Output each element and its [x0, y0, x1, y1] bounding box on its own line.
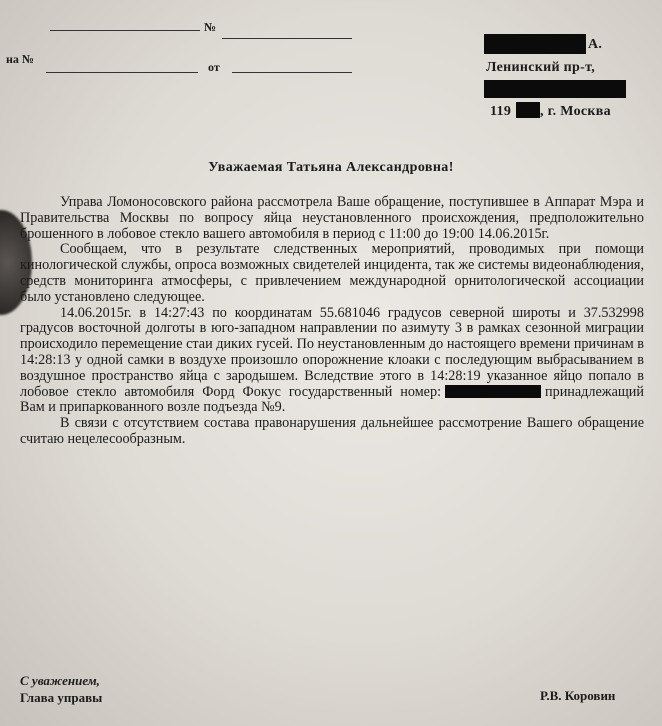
paragraph-investigation: Сообщаем, что в результате следственных мероприятий, проводимых при помощи кинологической службы, опроса возможных свидетелей инцидента, так же системы видеонаблюдения, средств мониторинга атмосферы, с привлечением международной орнитологической ассоциации было установлено следующее.	[20, 241, 644, 305]
ref-number-line	[46, 72, 198, 73]
address-line3-prefix: 119	[490, 104, 512, 119]
address-line2: Ленинский пр-т,	[486, 60, 596, 75]
paragraph-intro: Управа Ломоносовского района рассмотрела Ваше обращение, поступившее в Аппарат Мэра и Правительства Москвы по вопросу яйца неустановленного происхождения, предположительно брошенного в лобовое стекло вашего автомобиля в период с 11:00 до 19:00 14.06.2015г.	[20, 194, 644, 242]
paragraph-conclusion: В связи с отсутствием состава правонарушения дальнейшее рассмотрение Вашего обращение считаю нецелесообразным.	[20, 415, 644, 447]
closing-block	[20, 672, 102, 706]
address-line1-suffix: А.	[588, 37, 603, 52]
ref-date-line	[232, 72, 352, 73]
paragraph-findings	[20, 306, 644, 417]
header-line-top	[50, 30, 200, 31]
redacted-postcode	[516, 102, 540, 118]
ref-label: на №	[6, 52, 34, 66]
redacted-name	[484, 34, 586, 54]
from-label: от	[208, 60, 220, 74]
address-line3-suffix: , г. Москва	[540, 104, 611, 119]
letter-body	[20, 195, 644, 448]
number-sign-label: №	[204, 20, 217, 34]
header-number-line	[222, 38, 352, 39]
closing-title: Глава управы	[20, 690, 103, 705]
findings-text: 14.06.2015г. в 14:27:43 по координатам 55.681046 градусов северной широты и 37.532998 градусов восточной долготы в юго-западном направлении по азимуту 3 в рамках сезонной миграции происходило перемещение стаи диких гусей. По неустановленным до настоящего времени причинам в 14:28:13 у одной самки в воздухе произошло опорожнение клоаки с последующим выбрасыванием в воздушное пространство яйца с зародышем. Вследствие этого в 14:28:19 указанное яйцо попало в лобовое стекло автомобиля Форд Фокус государственный номер:	[20, 304, 644, 400]
greeting: Уважаемая Татьяна Александровна!	[208, 160, 454, 175]
redacted-street	[484, 80, 626, 98]
closing-regards: С уважением,	[20, 673, 100, 688]
findings-tail: принадлежащий Вам и припаркованного возле подъезда №9.	[20, 383, 644, 416]
redacted-plate	[445, 385, 541, 398]
signature: Р.В. Коровин	[540, 688, 616, 703]
